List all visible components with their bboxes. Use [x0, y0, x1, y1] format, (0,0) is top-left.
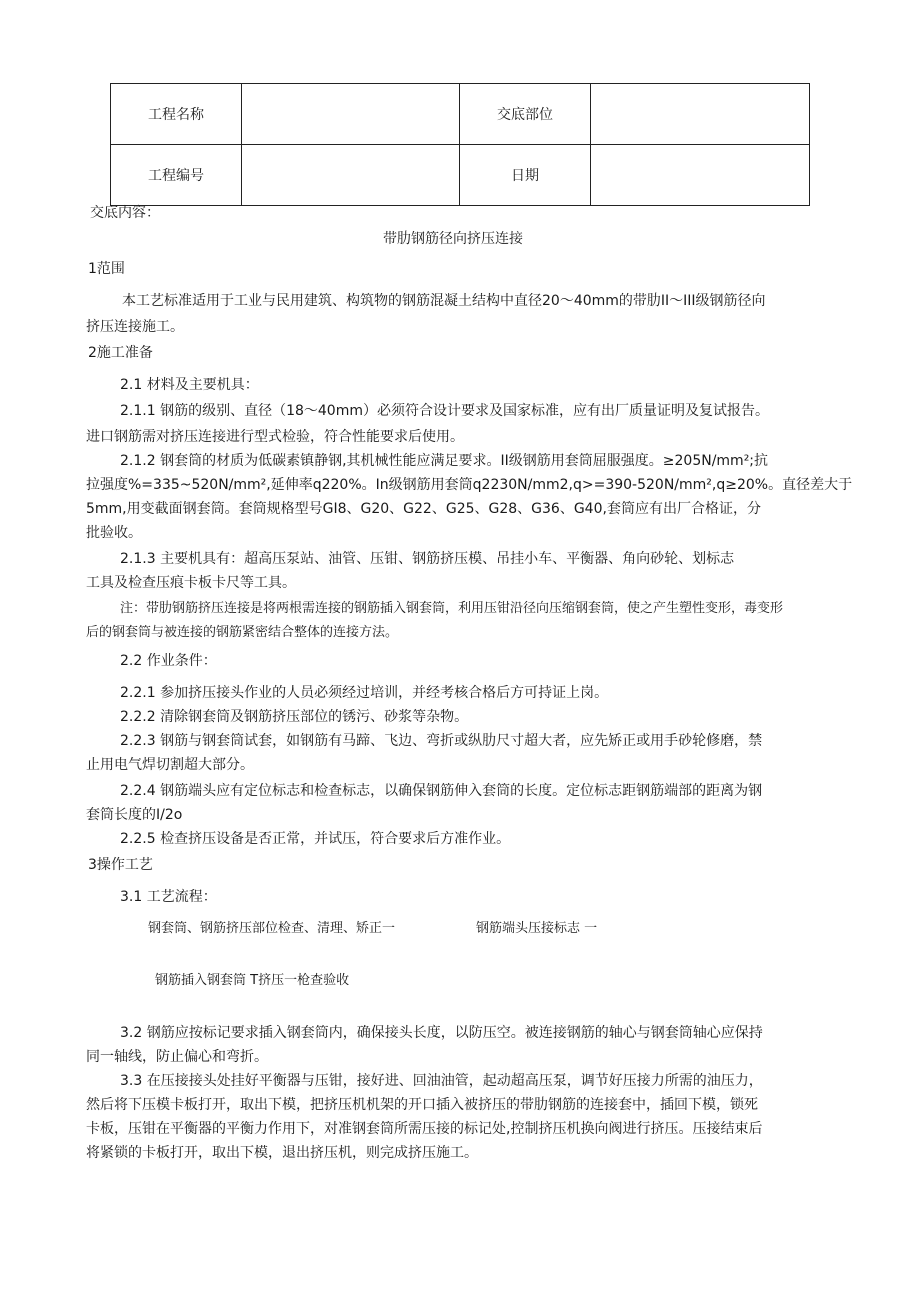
- project-number-value: [242, 145, 460, 206]
- text-line: 3.3 在压接接头处挂好平衡器与压钳，接好进、回油油管，起动超高压泵，调节好压接力所需的油压力，: [120, 1073, 763, 1089]
- document-title: 带肋钢筋径向挤压连接: [383, 231, 523, 247]
- handover-part-label: 交底部位: [460, 84, 591, 145]
- text-line: 2.1.2 钢套筒的材质为低碳素镇静钢,其机械性能应满足要求。II级钢筋用套筒屈服强度。≥205N/mm²;抗: [120, 453, 769, 469]
- date-value: [591, 145, 810, 206]
- project-name-label: 工程名称: [111, 84, 242, 145]
- text-line: 3操作工艺: [88, 857, 153, 873]
- project-number-label: 工程编号: [111, 145, 242, 206]
- text-line: 将紧锁的卡板打开，取出下模，退出挤压机，则完成挤压施工。: [86, 1145, 478, 1161]
- text-line: 钢筋端头压接标志 一: [476, 921, 598, 936]
- text-line: 工具及检查压痕卡板卡尺等工具。: [86, 575, 296, 591]
- date-label: 日期: [460, 145, 591, 206]
- text-line: 然后将下压模卡板打开，取出下模，把挤压机机架的开口插入被挤压的带肋钢筋的连接套中，插回下模，锁死: [86, 1097, 758, 1113]
- text-line: 拉强度%=335~520N/mm²,延伸率q220%。In级钢筋用套筒q2230N/mm2,q>=390-520N/mm²,q≥20%。直径差大于: [86, 477, 853, 493]
- text-line: 卡板，压钳在平衡器的平衡力作用下，对准钢套筒所需压接的标记处,控制挤压机换向阀进行挤压。压接结束后: [86, 1121, 763, 1137]
- handover-part-value: [591, 84, 810, 145]
- text-line: 2.2.5 检查挤压设备是否正常，并试压，符合要求后方准作业。: [120, 831, 511, 847]
- text-line: 5mm,用变截面钢套筒。套筒规格型号GI8、G20、G22、G25、G28、G36、G40,套筒应有出厂合格证，分: [86, 501, 761, 517]
- text-line: 套筒长度的I/2o: [86, 807, 183, 823]
- header-row-1: [111, 84, 810, 145]
- text-line: 2.2.3 钢筋与钢套筒试套，如钢筋有马蹄、飞边、弯折或纵肋尺寸超大者，应先矫正或用手砂轮修磨，禁: [120, 733, 763, 749]
- text-line: 同一轴线，防止偏心和弯折。: [86, 1049, 268, 1065]
- text-line: 3.2 钢筋应按标记要求插入钢套筒内，确保接头长度，以防压空。被连接钢筋的轴心与钢套筒轴心应保持: [120, 1025, 763, 1041]
- text-line: 注：带肋钢筋挤压连接是将两根需连接的钢筋插入钢套筒，利用压钳沿径向压缩钢套筒，使之产生塑性变形，毒变形: [120, 601, 784, 616]
- text-line: 3.1 工艺流程：: [120, 889, 217, 905]
- text-line: 2.2.2 清除钢套筒及钢筋挤压部位的锈污、砂浆等杂物。: [120, 709, 469, 725]
- text-line: 后的钢套筒与被连接的钢筋紧密结合整体的连接方法。: [86, 625, 399, 640]
- content-label: 交底内容：: [90, 205, 160, 221]
- text-line: 2.2 作业条件：: [120, 653, 217, 669]
- text-line: 2.2.1 参加挤压接头作业的人员必须经过培训，并经考核合格后方可持证上岗。: [120, 685, 609, 701]
- header-table: [110, 83, 810, 206]
- text-line: 批验收。: [86, 525, 142, 541]
- text-line: 进口钢筋需对挤压连接进行型式检验，符合性能要求后使用。: [86, 429, 464, 445]
- text-line: 2.1.1 钢筋的级别、直径（18～40mm）必须符合设计要求及国家标准，应有出厂质量证明及复试报告。: [120, 403, 769, 419]
- text-line: 2.2.4 钢筋端头应有定位标志和检查标志，以确保钢筋伸入套筒的长度。定位标志距钢筋端部的距离为钢: [120, 783, 763, 799]
- text-line: 钢筋插入钢套筒 T挤压一枪查验收: [155, 973, 350, 988]
- text-line: 2.1 材料及主要机具：: [120, 377, 259, 393]
- text-line: 本工艺标准适用于工业与民用建筑、构筑物的钢筋混凝土结构中直径20～40mm的带肋II～III级钢筋径向: [122, 293, 766, 309]
- text-line: 钢套筒、钢筋挤压部位检查、清理、矫正一: [148, 921, 396, 936]
- text-line: 挤压连接施工。: [86, 319, 184, 335]
- header-row-2: [111, 145, 810, 206]
- text-line: 2.1.3 主要机具有：超高压泵站、油管、压钳、钢筋挤压模、吊挂小车、平衡器、角向砂轮、划标志: [120, 551, 735, 567]
- text-line: 2施工准备: [88, 345, 153, 361]
- text-line: 1范围: [88, 261, 125, 277]
- text-line: 止用电气焊切割超大部分。: [86, 757, 254, 773]
- project-name-value: [242, 84, 460, 145]
